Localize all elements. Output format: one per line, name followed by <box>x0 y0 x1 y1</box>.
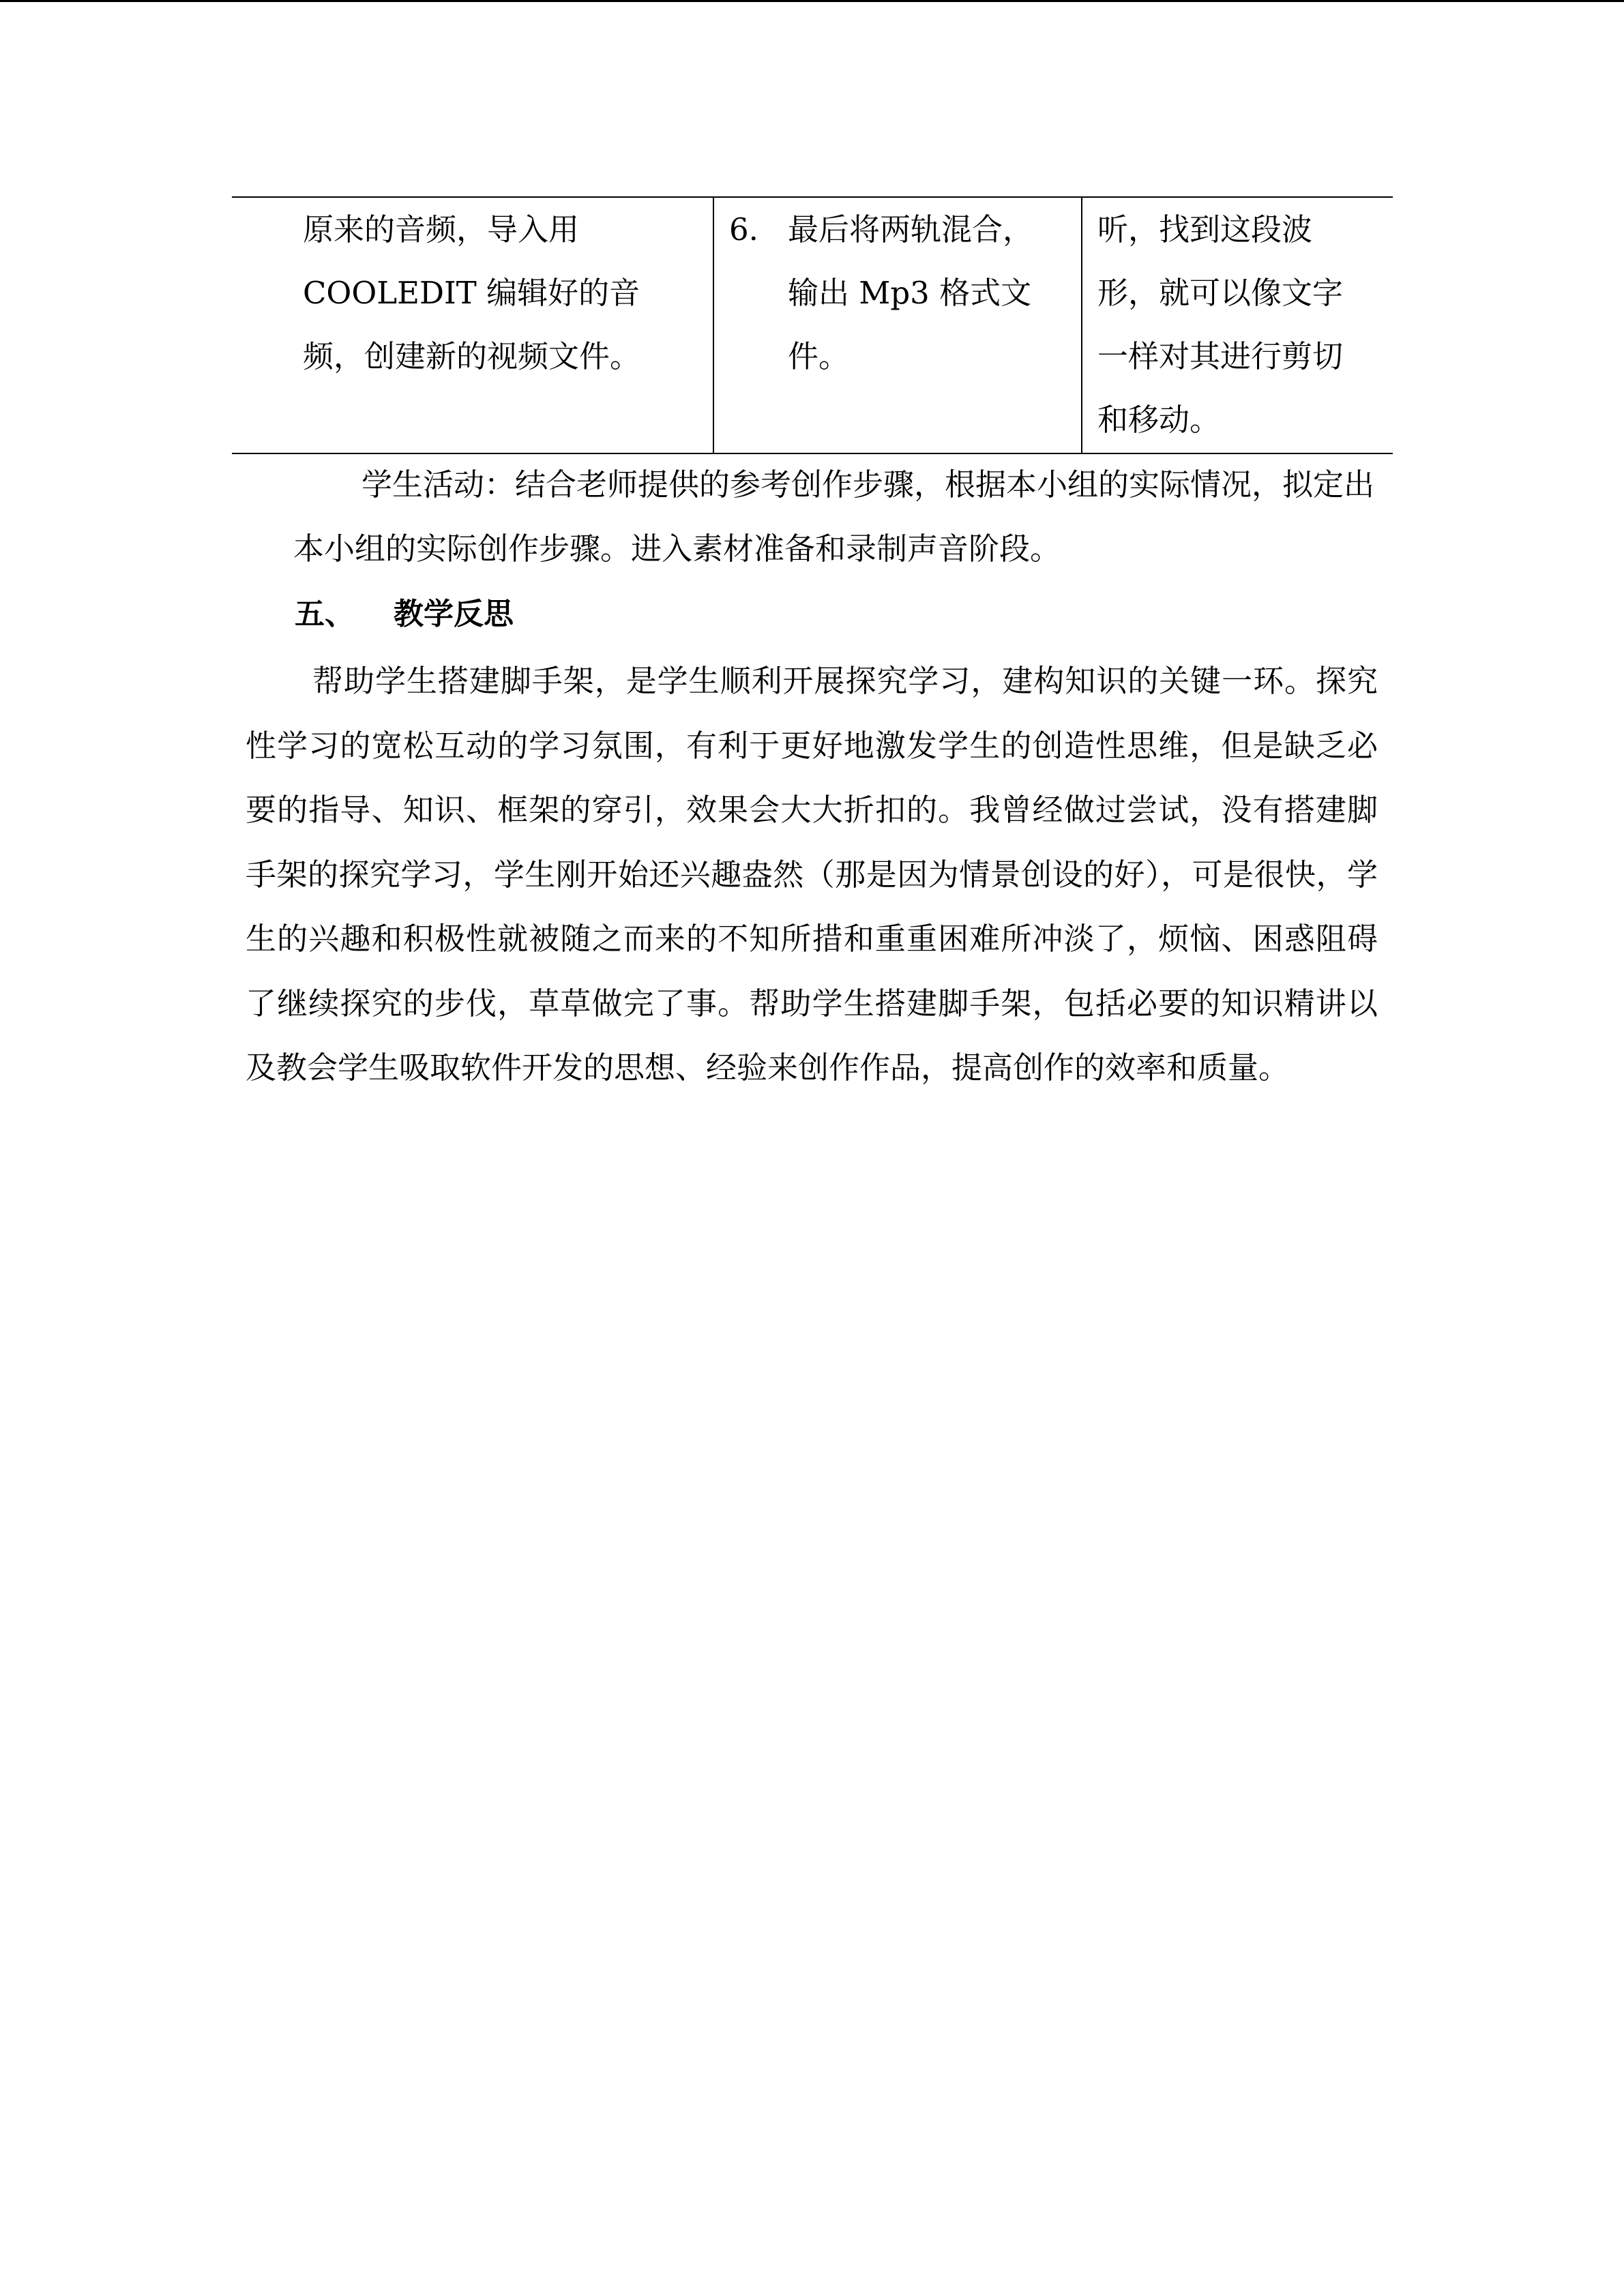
step-number: 6. <box>729 211 758 248</box>
table-cell-waveform-note <box>1082 197 1393 453</box>
steps-table <box>232 196 1393 454</box>
section-heading <box>295 584 514 645</box>
section-number: 五、 <box>295 597 355 631</box>
table-cell-mix-step <box>713 197 1082 453</box>
table-row <box>232 197 1393 453</box>
section-title: 教学反思 <box>394 597 514 631</box>
table-cell-video-step <box>232 197 713 453</box>
waveform-note-text: 听，找到这段波形，就可以像文字一样对其进行剪切和移动。 <box>1097 211 1344 438</box>
mix-step-text: 最后将两轨混合，输出 Mp3 格式文件。 <box>788 211 1034 374</box>
video-step-text: 原来的音频，导入用COOLEDIT 编辑好的音频，创建新的视频文件。 <box>303 211 641 374</box>
student-activity-paragraph: 学生活动：结合老师提供的参考创作步骤，根据本小组的实际情况，拟定出本小组的实际创作步骤。进入素材准备和录制声音阶段。 <box>293 466 1375 567</box>
page-top-border <box>0 0 1624 2</box>
reflection-paragraph: 帮助学生搭建脚手架，是学生顺利开展探究学习，建构知识的关键一环。探究性学习的宽松互动的学习氛围，有利于更好地激发学生的创造性思维，但是缺乏必要的指导、知识、框架的穿引，效果会大大折扣的。我曾经做过尝试，没有搭建脚手架的探究学习，学生刚开始还兴趣盎然（那是因为情景创设的好），可是很快，学生的兴趣和积极性就被随之而来的不知所措和重重困难所冲淡了，烦恼、困惑阻碍了继续探究的步伐，草草做完了事。帮助学生搭建脚手架，包括必要的知识精讲以及教会学生吸取软件开发的思想、经验来创作作品，提高创作的效率和质量。 <box>246 663 1378 1086</box>
